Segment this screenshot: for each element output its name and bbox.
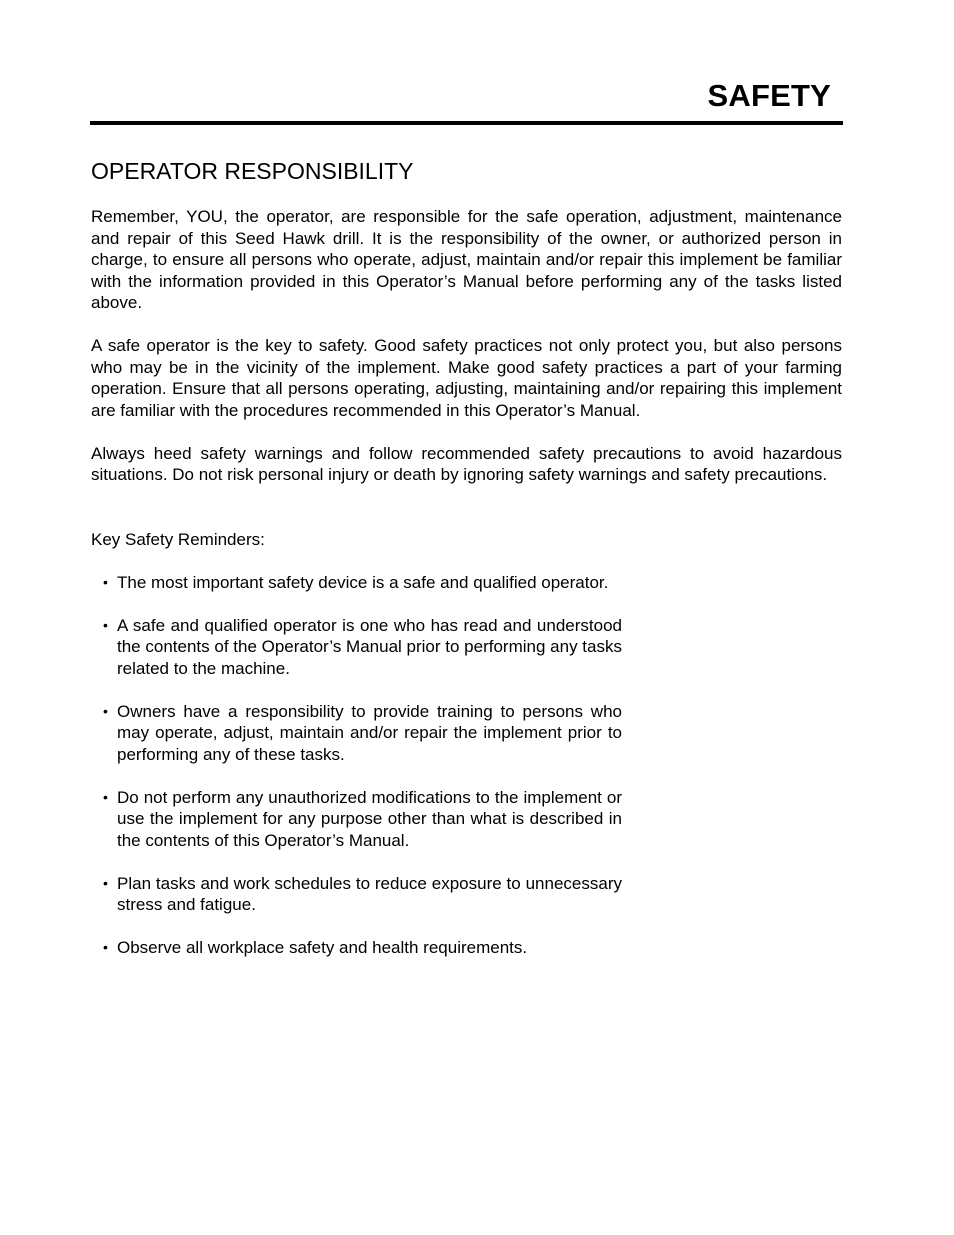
list-item <box>91 873 622 916</box>
page-header <box>90 76 843 126</box>
bullet-icon: • <box>103 702 108 719</box>
reminders-title: Key Safety Reminders: <box>91 529 265 549</box>
list-item-text: Observe all workplace safety and health requirements. <box>117 938 528 957</box>
list-item <box>91 701 622 766</box>
bullet-icon: • <box>103 788 108 805</box>
list-item <box>91 572 622 594</box>
spacer <box>91 507 842 529</box>
bullet-icon: • <box>103 573 108 590</box>
list-item-text: Owners have a responsibility to provide training to persons who may operate, adjust, maintain and/or repair the implement prior to performing any of these tasks. <box>117 701 622 764</box>
section-heading: OPERATOR RESPONSIBILITY <box>91 158 414 184</box>
list-item-text: Do not perform any unauthorized modifications to the implement or use the implement for any purpose other than what is described in the contents of this Operator’s Manual. <box>117 787 622 850</box>
list-item-text: A safe and qualified operator is one who has read and understood the contents of the Operator’s Manual prior to performing any tasks related to the machine. <box>117 615 622 678</box>
list-item <box>91 787 622 852</box>
paragraph: Always heed safety warnings and follow recommended safety precautions to avoid hazardous situations. Do not risk personal injury or death by ignoring safety warnings and safety precautions. <box>91 443 842 484</box>
reminders-list <box>91 572 622 959</box>
bullet-icon: • <box>103 939 108 955</box>
list-item <box>91 615 622 680</box>
list-item-text: The most important safety device is a safe and qualified operator. <box>117 572 609 592</box>
list-item-text: Plan tasks and work schedules to reduce exposure to unnecessary stress and fatigue. <box>117 873 622 914</box>
paragraph: A safe operator is the key to safety. Good safety practices not only protect you, but also persons who may be in the vicinity of the implement. Make good safety practices a part of your farming operation. Ensure that all persons operating, adjusting, maintaining and/or repairing this implement are familiar with the procedures recommended in this Operator’s Manual. <box>91 336 842 420</box>
header-rule <box>90 121 843 125</box>
list-item <box>91 937 622 959</box>
bullet-icon: • <box>103 616 108 633</box>
document-body <box>91 156 842 980</box>
bullet-icon: • <box>103 874 108 891</box>
paragraph: Remember, YOU, the operator, are responsible for the safe operation, adjustment, maintenance and repair of this Seed Hawk drill. It is the responsibility of the owner, or authorized person in charge, to ensure all persons who operate, adjust, maintain and/or repair this implement be familiar with the information provided in this Operator’s Manual before performing any of the tasks listed above. <box>91 207 842 312</box>
section-title: SAFETY <box>707 78 831 113</box>
